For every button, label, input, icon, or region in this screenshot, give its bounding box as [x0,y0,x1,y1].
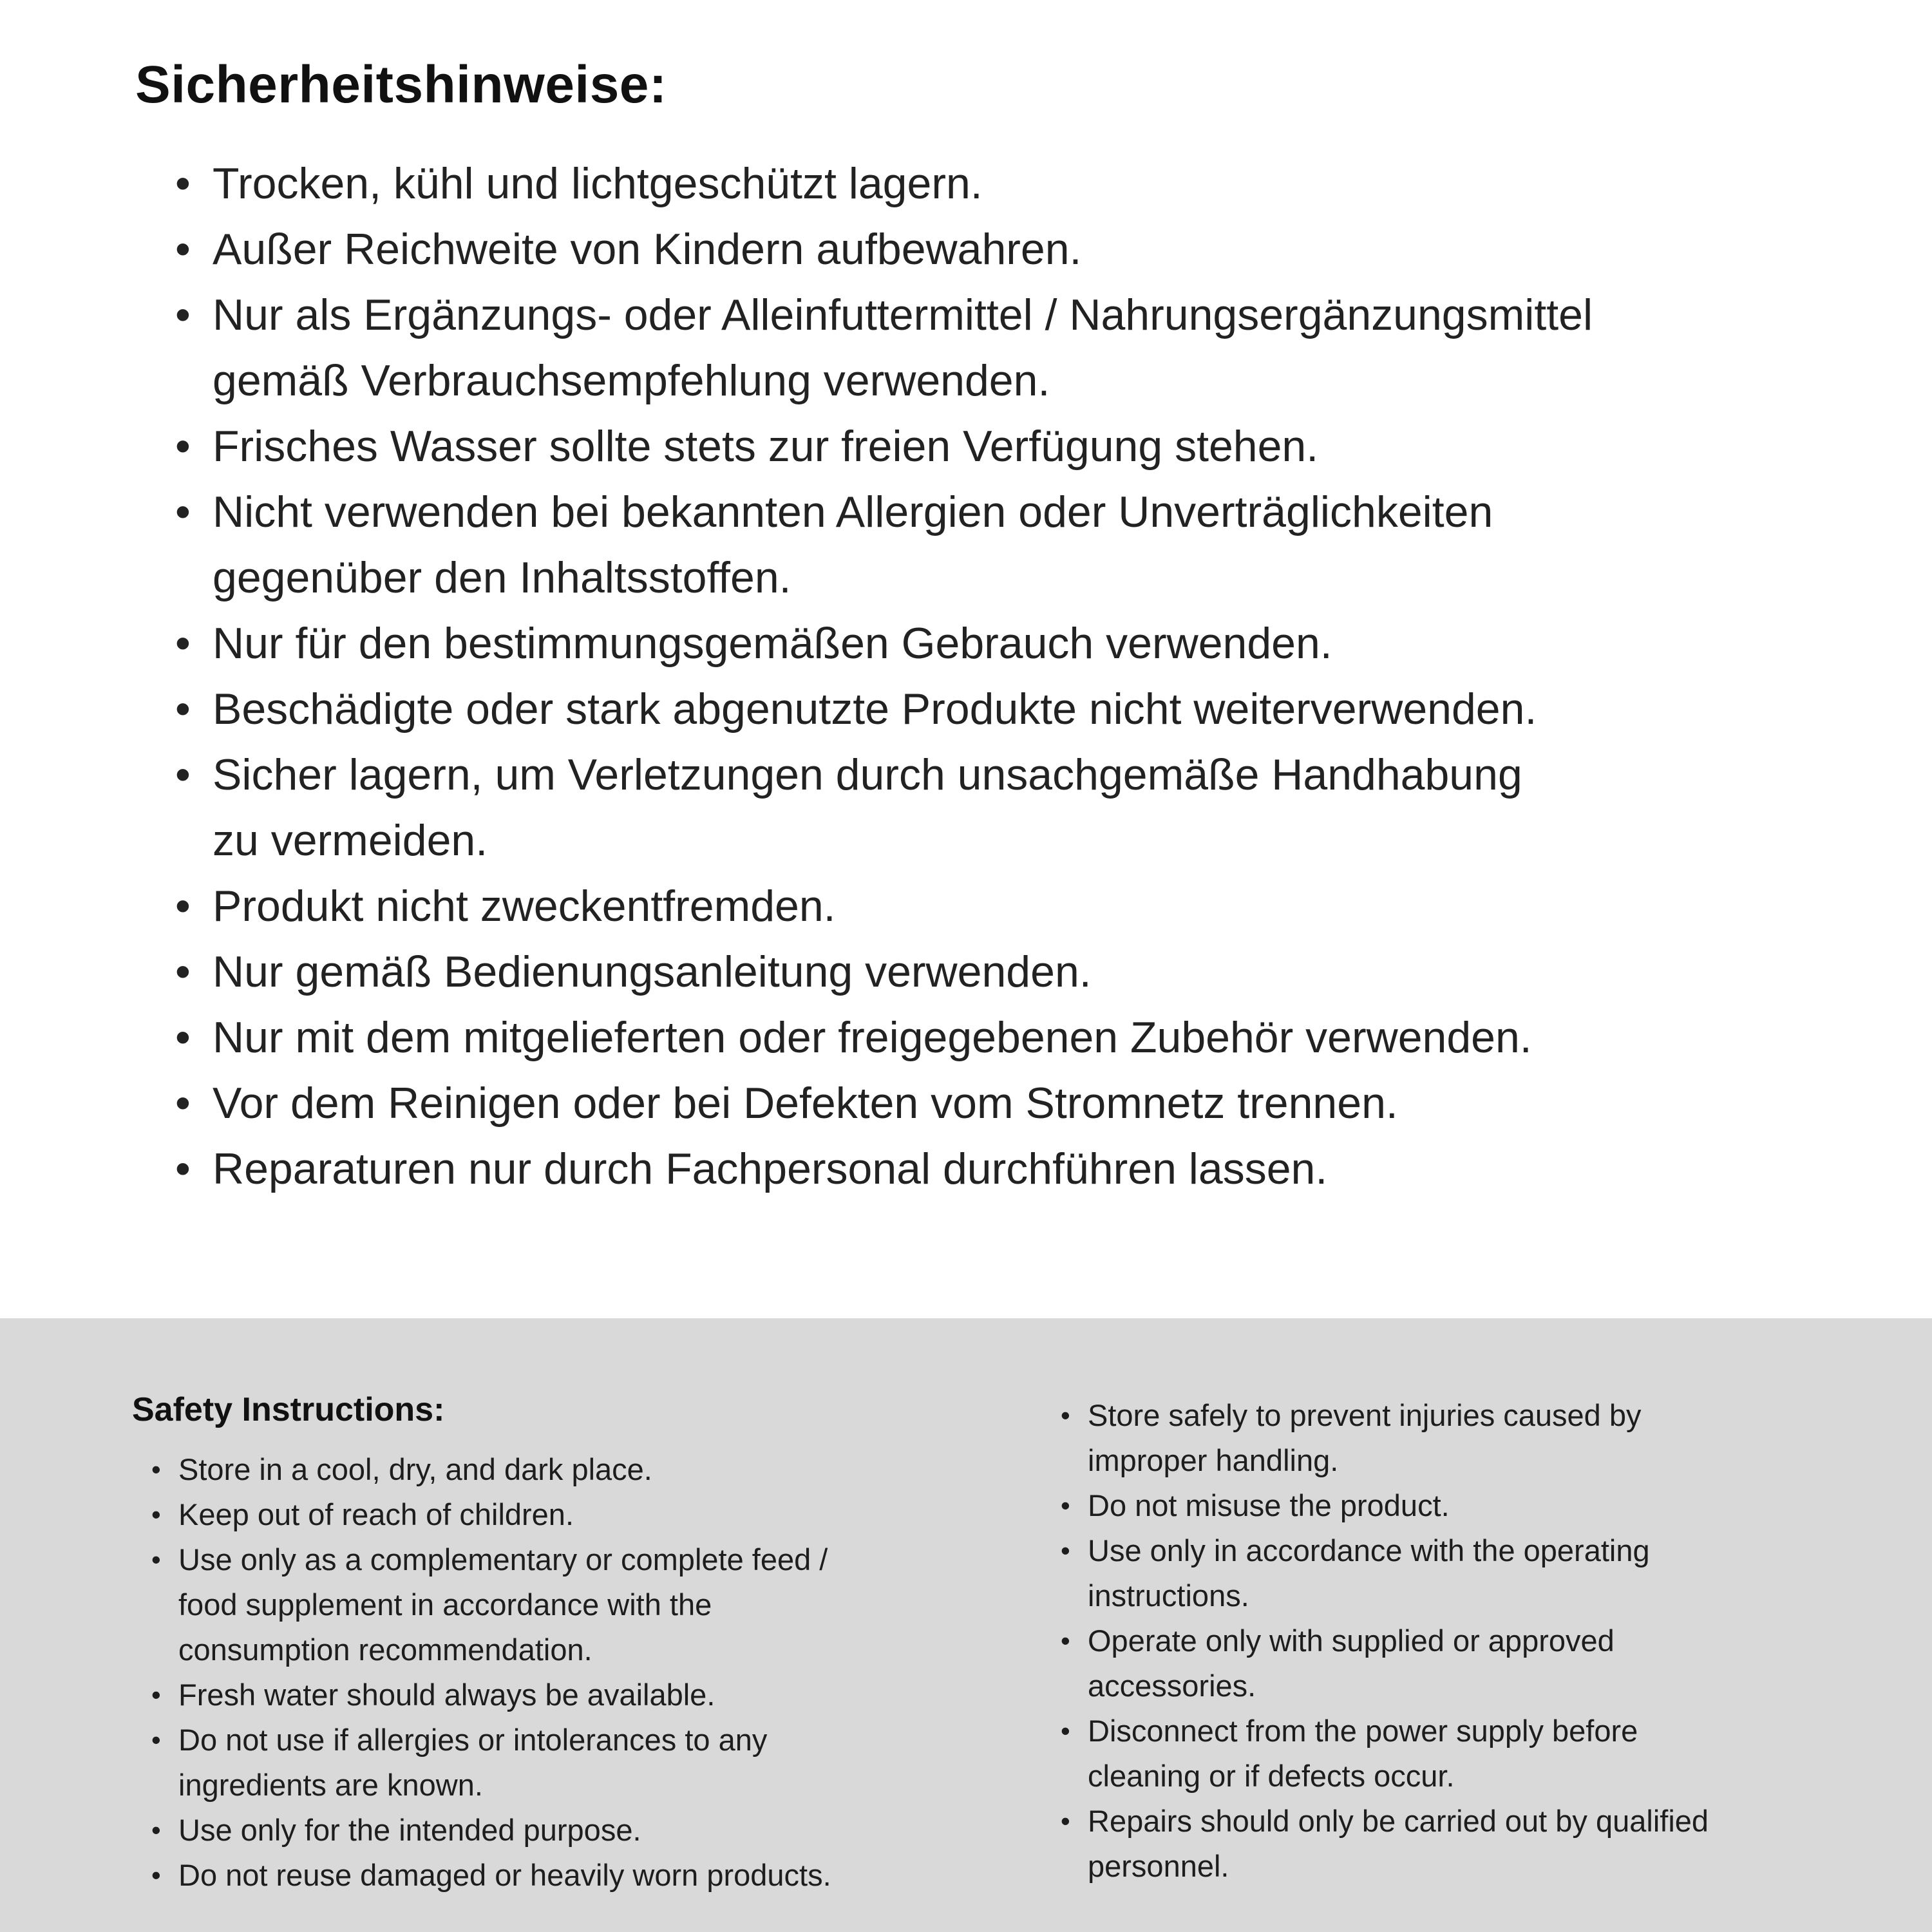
list-item: • Repairs should only be carried out by qualified personnel. [1061,1799,1835,1889]
list-item: • Use only as a complementary or complete feed / food supplement in accordance with the consumption recommendation. [151,1537,981,1672]
list-item: • Keep out of reach of children. [151,1492,981,1537]
list-item: • Nur als Ergänzungs- oder Alleinfuttermittel / Nahrungsergänzungsmittel gemäß Verbrauchsempfehlung verwenden. [175,282,1739,413]
list-item: • Nur für den bestimmungsgemäßen Gebrauch verwenden. [175,611,1739,676]
list-item: • Do not misuse the product. [1061,1483,1835,1528]
list-item: • Frisches Wasser sollte stets zur freien Verfügung stehen. [175,413,1739,479]
list-item: • Store safely to prevent injuries caused by improper handling. [1061,1393,1835,1483]
list-item: • Außer Reichweite von Kindern aufbewahren. [175,216,1739,282]
list-item: • Vor dem Reinigen oder bei Defekten vom Stromnetz trennen. [175,1070,1739,1136]
english-right-list [1041,1393,1835,1889]
german-list [135,151,1739,1202]
list-item: • Operate only with supplied or approved accessories. [1061,1618,1835,1709]
english-left-list [132,1447,981,1898]
list-item: • Nur gemäß Bedienungsanleitung verwenden. [175,939,1739,1005]
list-item: • Sicher lagern, um Verletzungen durch unsachgemäße Handhabung zu vermeiden. [175,742,1739,873]
list-item: • Disconnect from the power supply before cleaning or if defects occur. [1061,1709,1835,1799]
list-item: • Reparaturen nur durch Fachpersonal durchführen lassen. [175,1136,1739,1202]
list-item: • Fresh water should always be available. [151,1672,981,1718]
list-item: • Trocken, kühl und lichtgeschützt lagern. [175,151,1739,216]
english-title: Safety Instructions: [132,1391,445,1428]
list-item: • Nicht verwenden bei bekannten Allergien oder Unverträglichkeiten gegenüber den Inhaltsstoffen. [175,479,1739,611]
list-item: • Beschädigte oder stark abgenutzte Produkte nicht weiterverwenden. [175,676,1739,742]
list-item: • Produkt nicht zweckentfremden. [175,873,1739,939]
english-left-column [132,1390,981,1932]
german-title: Sicherheitshinweise: [135,55,667,114]
english-right-column [1041,1390,1835,1932]
list-item: • Use only for the intended purpose. [151,1808,981,1853]
list-item: • Do not use if allergies or intolerances to any ingredients are known. [151,1718,981,1808]
list-item: • Use only in accordance with the operating instructions. [1061,1528,1835,1618]
english-section [0,1318,1932,1932]
list-item: • Nur mit dem mitgelieferten oder freigegebenen Zubehör verwenden. [175,1005,1739,1070]
list-item: • Do not reuse damaged or heavily worn products. [151,1853,981,1898]
list-item: • Store in a cool, dry, and dark place. [151,1447,981,1492]
